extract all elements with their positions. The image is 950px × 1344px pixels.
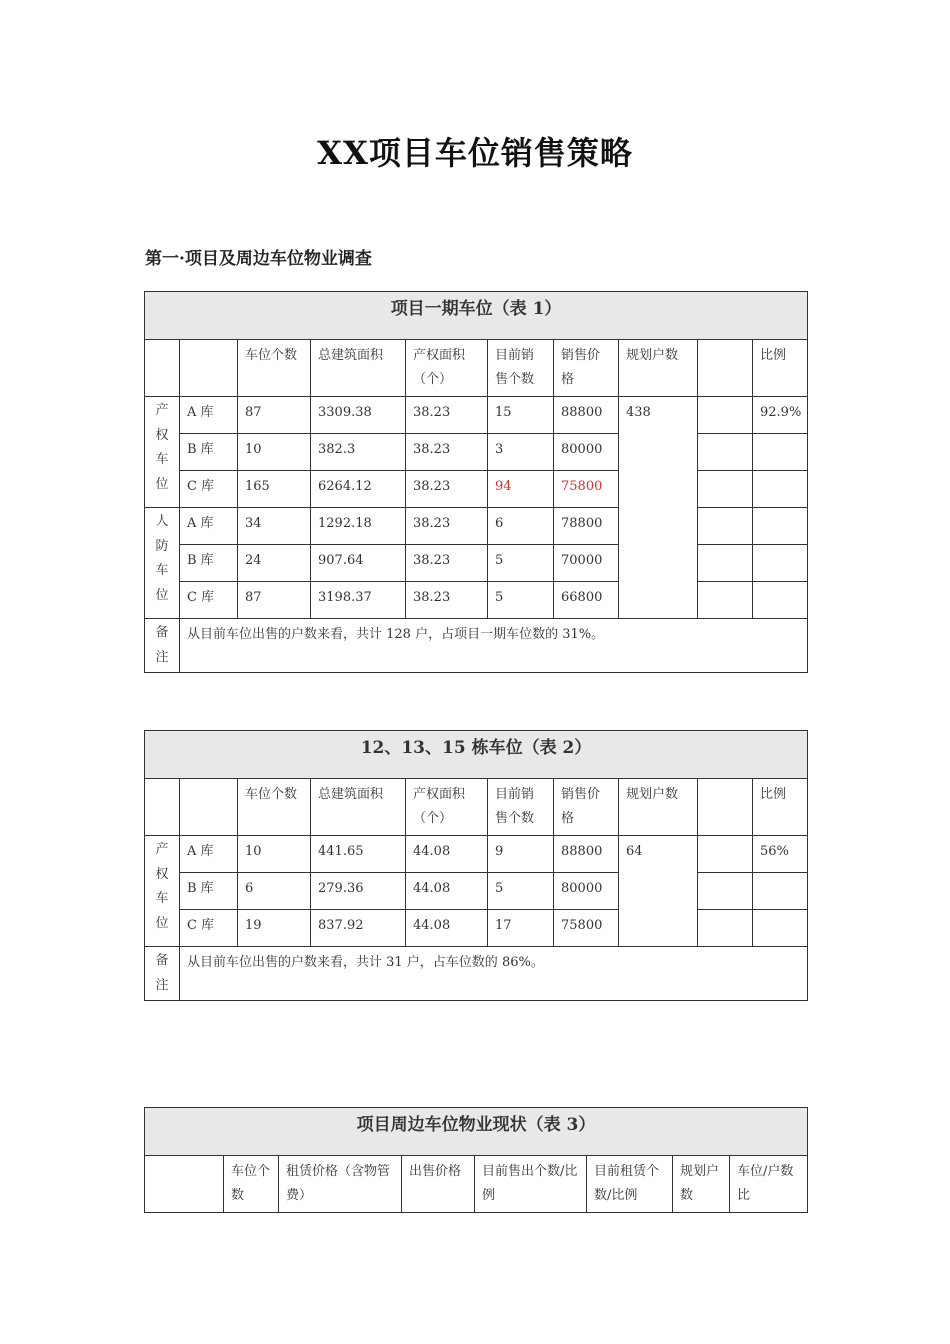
table-cell: 837.92 [311,910,406,947]
header-cell: 车位个数 [238,340,311,397]
header-cell: 车位/户数比 [730,1156,808,1213]
header-cell: 目前销售个数 [488,779,554,836]
table-cell: 78800 [554,508,619,545]
table-cell: 165 [238,471,311,508]
header-cell: 总建筑面积 [311,779,406,836]
table-header-row [145,1156,808,1213]
table-cell: 19 [238,910,311,947]
table-cell: A 库 [180,836,238,873]
table-row [145,471,808,508]
table-cell: 87 [238,397,311,434]
table-cell: B 库 [180,545,238,582]
table-row [145,836,808,873]
table-row [145,508,808,545]
note-text: 从目前车位出售的户数来看，共计 31 户，占车位数的 86%。 [180,947,808,1001]
table-cell: 38.23 [406,545,488,582]
table-cell: 38.23 [406,434,488,471]
highlight-cell: 75800 [554,471,619,508]
table-phase1-parking [144,291,808,673]
table-cell: A 库 [180,397,238,434]
ratio-cell: 92.9% [753,397,808,434]
group-label-property: 产 权 车 位 [145,836,180,947]
header-cell: 产权面积（个） [406,340,488,397]
note-label: 备 注 [145,619,180,673]
table-cell: 44.08 [406,910,488,947]
table-cell: 10 [238,434,311,471]
table-cell: 80000 [554,873,619,910]
header-cell [698,779,753,836]
note-row [145,947,808,1001]
table-cell: 6264.12 [311,471,406,508]
planned-households-cell: 438 [619,397,698,619]
table-buildings-parking [144,730,808,1001]
table-cell: 3309.38 [311,397,406,434]
table-cell: 9 [488,836,554,873]
table-cell: 6 [488,508,554,545]
header-cell: 销售价格 [554,340,619,397]
table-cell: 75800 [554,910,619,947]
table-cell: 44.08 [406,873,488,910]
header-cell: 目前销售个数 [488,340,554,397]
table-cell: 3 [488,434,554,471]
table-header-row [145,340,808,397]
table-row [145,873,808,910]
header-cell: 租赁价格（含物管费） [279,1156,402,1213]
header-cell: 比例 [753,779,808,836]
group-label-civil-defense: 人 防 车 位 [145,508,180,619]
table-cell: 6 [238,873,311,910]
table-cell: 10 [238,836,311,873]
table-surrounding-parking [144,1107,808,1213]
header-cell: 车位个数 [238,779,311,836]
table-cell: 38.23 [406,582,488,619]
table-cell: C 库 [180,471,238,508]
table-cell: B 库 [180,873,238,910]
header-cell: 产权面积（个） [406,779,488,836]
table-cell: C 库 [180,910,238,947]
table-cell: 15 [488,397,554,434]
table-row [145,545,808,582]
table-cell: 5 [488,582,554,619]
table-cell: 88800 [554,397,619,434]
header-cell: 比例 [753,340,808,397]
header-cell: 规划户数 [673,1156,730,1213]
table-cell: 34 [238,508,311,545]
ratio-cell: 56% [753,836,808,873]
table-cell: 66800 [554,582,619,619]
table-cell: 24 [238,545,311,582]
table-cell: 17 [488,910,554,947]
header-cell: 规划户数 [619,340,698,397]
header-cell: 规划户数 [619,779,698,836]
table-cell: 907.64 [311,545,406,582]
table-row [145,910,808,947]
highlight-cell: 94 [488,471,554,508]
table-cell: 3198.37 [311,582,406,619]
header-cell [698,340,753,397]
table-caption: 12、13、15 栋车位（表 2） [145,731,808,779]
table-cell: C 库 [180,582,238,619]
table-row [145,434,808,471]
table-cell: 87 [238,582,311,619]
table-header-row [145,779,808,836]
section-heading: 第一·项目及周边车位物业调查 [145,249,372,269]
table-cell: 5 [488,545,554,582]
table-cell: 441.65 [311,836,406,873]
table-cell: 80000 [554,434,619,471]
table-cell: 38.23 [406,508,488,545]
header-cell: 销售价格 [554,779,619,836]
table-cell: 382.3 [311,434,406,471]
note-text: 从目前车位出售的户数来看，共计 128 户，占项目一期车位数的 31%。 [180,619,808,673]
note-label: 备 注 [145,947,180,1001]
table-cell: 279.36 [311,873,406,910]
table-caption: 项目周边车位物业现状（表 3） [145,1108,808,1156]
table-caption: 项目一期车位（表 1） [145,292,808,340]
table-cell: 70000 [554,545,619,582]
header-cell: 目前租赁个数/比例 [587,1156,673,1213]
table-cell: B 库 [180,434,238,471]
table-cell: 38.23 [406,471,488,508]
table-cell: 38.23 [406,397,488,434]
table-cell: A 库 [180,508,238,545]
header-cell: 目前售出个数/比例 [475,1156,587,1213]
header-cell: 总建筑面积 [311,340,406,397]
table-cell: 88800 [554,836,619,873]
document-title: XX项目车位销售策略 [317,134,633,172]
header-cell: 车位个数 [224,1156,279,1213]
planned-households-cell: 64 [619,836,698,947]
table-row [145,582,808,619]
group-label-property: 产 权 车 位 [145,397,180,508]
table-cell: 1292.18 [311,508,406,545]
table-cell: 44.08 [406,836,488,873]
table-row [145,397,808,434]
table-cell: 5 [488,873,554,910]
header-cell: 出售价格 [402,1156,475,1213]
note-row [145,619,808,673]
